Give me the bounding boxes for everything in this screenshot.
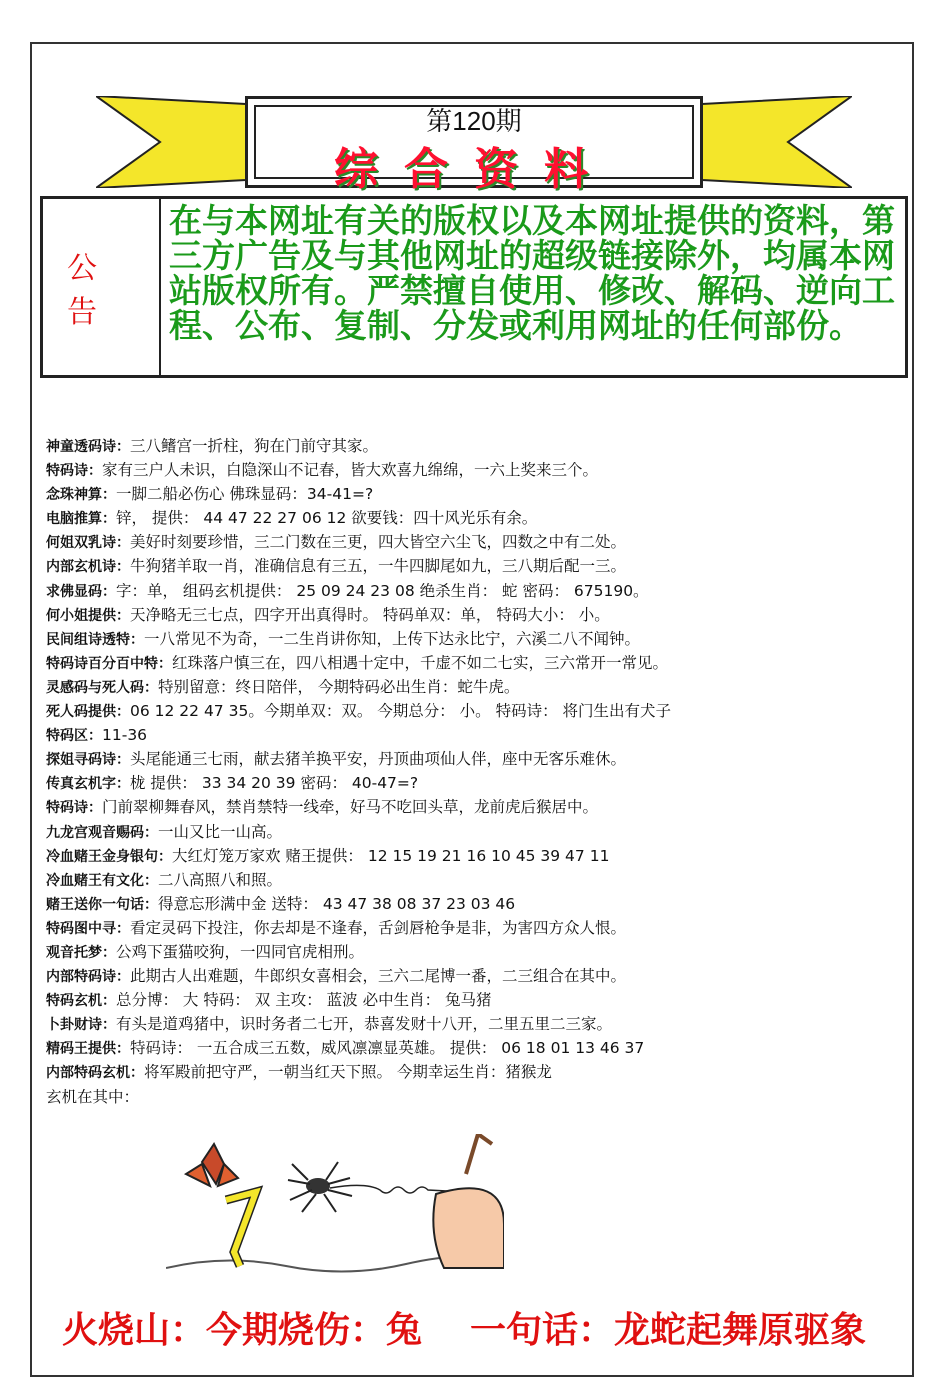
content-line [46, 530, 906, 554]
line-text: 公鸡下蛋猫咬狗，一四同官虎相刑。 [116, 942, 365, 961]
line-text: 天净略无三七点，四字开出真得时。 特码单双：单， 特码大小： 小。 [130, 605, 610, 624]
line-text: 看定灵码下投注，你去却是不逢春，舌剑唇枪争是非，为害四方众人恨。 [130, 918, 627, 937]
line-label: 特码诗： [46, 800, 102, 817]
notice-label: 公告 [67, 251, 125, 330]
content-line [46, 771, 906, 795]
line-label: 念珠神算： [46, 487, 116, 504]
line-label: 内部玄机诗： [46, 559, 130, 576]
content-line [46, 1085, 906, 1109]
content-line [46, 1036, 906, 1060]
line-text: 门前翠柳舞春风，禁肖禁特一线牵，好马不吃回头草，龙前虎后猴居中。 [102, 798, 599, 817]
line-label: 冷血赌王金身银句： [46, 848, 172, 865]
line-label: 神童透码诗： [46, 439, 130, 455]
content-line [46, 675, 906, 699]
line-text: 牛狗猪羊取一肖，准确信息有三五，一牛四脚尾如九，三八期后配一三。 [130, 557, 627, 576]
line-text: 有头是道鸡猪中，识时务者二七开，恭喜发财十八开，二里五里二三家。 [116, 1015, 613, 1034]
line-text: 一脚二船必伤心 佛珠显码：34-41=? [116, 485, 374, 504]
content-lines [46, 434, 906, 1109]
notice-label-cell [43, 199, 161, 375]
line-text: 06 12 22 47 35。今期单双：双。 今期总分： 小。 特码诗： 将门生出有犬子 [130, 702, 672, 721]
illustration [166, 1134, 504, 1278]
content-line [46, 940, 906, 964]
line-text: 红珠落户慎三在，四八相遇十定中，千虚不如二七实，三六常开一常见。 [172, 653, 669, 672]
content-line [46, 603, 906, 627]
line-label: 冷血赌王有文化： [46, 872, 158, 889]
line-text: 一八常见不为奇，一二生肖讲你知，上传下达永比宁，六溪二八不闻钟。 [144, 629, 641, 648]
line-label: 特码诗： [46, 463, 102, 480]
content-line [46, 868, 906, 892]
line-text: 栊 提供： 33 34 20 39 密码： 40-47=? [130, 774, 419, 793]
line-label: 传真玄机字： [46, 776, 130, 793]
line-text: 玄机在其中： [46, 1087, 140, 1106]
content-line [46, 820, 906, 844]
content-line [46, 506, 906, 530]
content-line [46, 579, 906, 603]
line-label: 特码图中寻： [46, 920, 130, 937]
line-label: 死人码提供： [46, 704, 130, 721]
line-text: 美好时刻要珍惜，三二门数在三更，四大皆空六尘飞，四数之中有二处。 [130, 533, 627, 552]
content-line [46, 482, 906, 506]
content-line [46, 627, 906, 651]
line-text: 总分博： 大 特码： 双 主攻： 蓝波 必中生肖： 兔马猪 [116, 991, 492, 1010]
content-line [46, 795, 906, 819]
content-line [46, 723, 906, 747]
line-text: 家有三户人未识，白隐深山不记春，皆大欢喜九绵绵，一六上奖来三个。 [102, 461, 599, 480]
content-line [46, 988, 906, 1012]
left-ribbon [96, 96, 246, 188]
line-text: 头尾能通三七雨，献去猪羊换平安，丹顶曲项仙人伴，座中无客乐难休。 [130, 750, 627, 769]
content-line [46, 844, 906, 868]
content-line [46, 651, 906, 675]
line-label: 观音托梦： [46, 944, 116, 961]
line-label: 精码王提供： [46, 1041, 130, 1058]
line-label: 电脑推算： [46, 511, 116, 528]
issue-number: 第120期 [426, 106, 522, 136]
right-ribbon [702, 96, 852, 188]
line-text: 字：单， 组码玄机提供： 25 09 24 23 08 绝杀生肖： 蛇 密码： 675190。 [116, 581, 649, 600]
bottom-left-text: 火烧山：今期烧伤：兔 [62, 1310, 423, 1351]
content-line [46, 747, 906, 771]
line-label: 特码玄机： [46, 993, 116, 1010]
line-text: 大红灯笼万家欢 赌王提供： 12 15 19 21 16 10 45 39 47 11 [172, 846, 610, 865]
line-label: 特码区： [46, 728, 102, 745]
line-label: 赌王送你一句话： [46, 896, 158, 913]
line-label: 何姐双乳诗： [46, 535, 130, 552]
content-line [46, 699, 906, 723]
line-text: 三八鳍宫一折柱，狗在门前守其家。 [130, 437, 379, 455]
line-text: 特别留意：终日陪伴， 今期特码必出生肖：蛇牛虎。 [158, 677, 520, 696]
line-label: 求佛显码： [46, 583, 116, 600]
content-line [46, 1060, 906, 1084]
line-text: 11-36 [102, 726, 148, 745]
line-label: 民间组诗透特： [46, 631, 144, 648]
content-line [46, 1012, 906, 1036]
notice-box [40, 196, 908, 378]
line-label: 内部特码玄机： [46, 1065, 144, 1082]
line-label: 灵感码与死人码： [46, 679, 158, 696]
line-text: 此期古人出难题，牛郎织女喜相会，三六二尾博一番，二三组合在其中。 [130, 967, 627, 986]
content-line [46, 964, 906, 988]
line-label: 卜卦财诗： [46, 1017, 116, 1034]
line-text: 一山又比一山高。 [158, 822, 283, 841]
bottom-banner [62, 1302, 866, 1353]
page-title: 综合资料 [334, 144, 614, 195]
line-label: 探姐寻码诗： [46, 752, 130, 769]
content-line [46, 916, 906, 940]
line-text: 特码诗： 一五合成三五数，威风凛凛显英雄。 提供： 06 18 01 13 46 37 [130, 1039, 645, 1058]
line-label: 何小姐提供： [46, 607, 130, 624]
bottom-right-text: 一句话：龙蛇起舞原驱象 [470, 1310, 867, 1351]
line-text: 得意忘形满中金 送特： 43 47 38 08 37 23 03 46 [158, 894, 516, 913]
line-text: 锌， 提供： 44 47 22 27 06 12 欲要钱：四十风光乐有余。 [116, 509, 538, 528]
line-text: 将军殿前把守严，一朝当红天下照。 今期幸运生肖：猪猴龙 [144, 1063, 552, 1082]
content-line [46, 892, 906, 916]
content-line [46, 458, 906, 482]
content-line [46, 434, 906, 458]
content-line [46, 554, 906, 578]
line-text: 二八高照八和照。 [158, 870, 283, 889]
notice-text: 在与本网址有关的版权以及本网址提供的资料，第三方广告及与其他网址的超级链接除外，均属本网站版权所有。严禁擅自使用、修改、解码、逆向工程、公布、复制、分发或利用网址的任何部份。 [169, 201, 895, 345]
title-box [245, 96, 703, 195]
line-label: 九龙宫观音赐码： [46, 824, 158, 841]
line-label: 内部特码诗： [46, 969, 130, 986]
line-label: 特码诗百分百中特： [46, 655, 172, 672]
